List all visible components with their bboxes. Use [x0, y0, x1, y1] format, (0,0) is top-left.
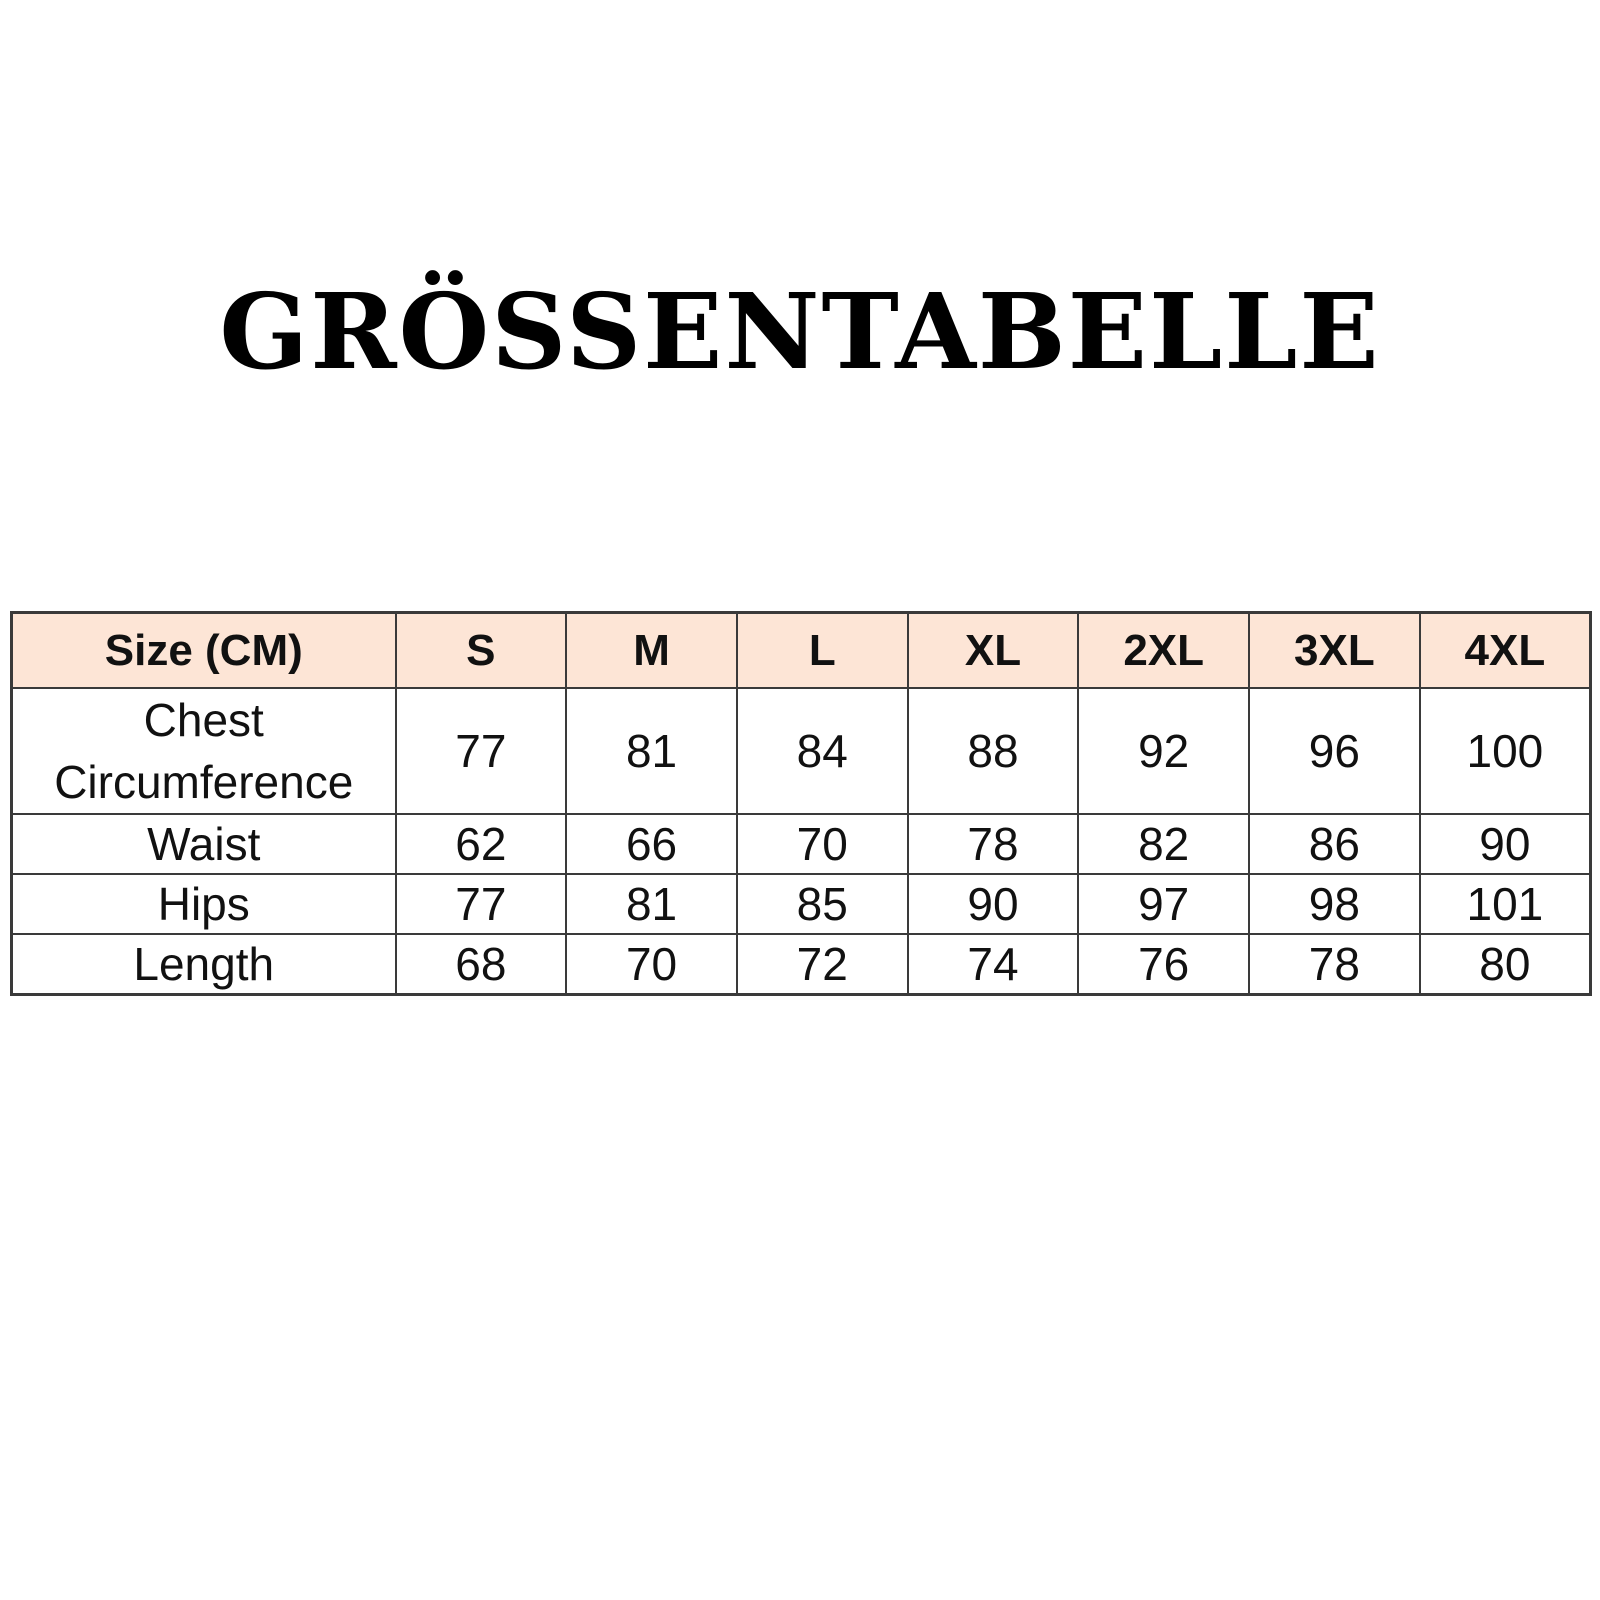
- table-cell: 68: [396, 934, 567, 995]
- row-label-waist: Waist: [12, 814, 396, 874]
- table-cell: 82: [1078, 814, 1249, 874]
- table-cell: 101: [1420, 874, 1591, 934]
- header-cell-l: L: [737, 613, 908, 689]
- table-cell: 80: [1420, 934, 1591, 995]
- table-cell: 77: [396, 688, 567, 814]
- table-row-chest: [12, 688, 1591, 814]
- table-cell: 66: [566, 814, 737, 874]
- row-label-hips: Hips: [12, 874, 396, 934]
- table-cell: 78: [908, 814, 1079, 874]
- table-cell: 98: [1249, 874, 1420, 934]
- table-row-length: [12, 934, 1591, 995]
- table-cell: 86: [1249, 814, 1420, 874]
- table-cell: 90: [908, 874, 1079, 934]
- table-cell: 88: [908, 688, 1079, 814]
- header-cell-3xl: 3XL: [1249, 613, 1420, 689]
- table-cell: 72: [737, 934, 908, 995]
- header-cell-xl: XL: [908, 613, 1079, 689]
- table-row-waist: [12, 814, 1591, 874]
- header-cell-s: S: [396, 613, 567, 689]
- table-cell: 97: [1078, 874, 1249, 934]
- table-row-hips: [12, 874, 1591, 934]
- table-cell: 70: [737, 814, 908, 874]
- table-cell: 74: [908, 934, 1079, 995]
- table-cell: 78: [1249, 934, 1420, 995]
- header-cell-m: M: [566, 613, 737, 689]
- page-title: GRÖSSENTABELLE: [219, 270, 1381, 393]
- row-label-chest: Chest Circumference: [12, 688, 396, 814]
- table-cell: 90: [1420, 814, 1591, 874]
- header-cell-4xl: 4XL: [1420, 613, 1591, 689]
- table-cell: 62: [396, 814, 567, 874]
- table-cell: 70: [566, 934, 737, 995]
- table-cell: 81: [566, 874, 737, 934]
- table-cell: 96: [1249, 688, 1420, 814]
- header-cell-2xl: 2XL: [1078, 613, 1249, 689]
- table-cell: 100: [1420, 688, 1591, 814]
- table-cell: 85: [737, 874, 908, 934]
- table-cell: 81: [566, 688, 737, 814]
- header-cell-size-cm: Size (CM): [12, 613, 396, 689]
- size-chart-table: [10, 611, 1592, 996]
- row-label-length: Length: [12, 934, 396, 995]
- table-cell: 77: [396, 874, 567, 934]
- table-header-row: [12, 613, 1591, 689]
- table-cell: 92: [1078, 688, 1249, 814]
- table-cell: 84: [737, 688, 908, 814]
- table-cell: 76: [1078, 934, 1249, 995]
